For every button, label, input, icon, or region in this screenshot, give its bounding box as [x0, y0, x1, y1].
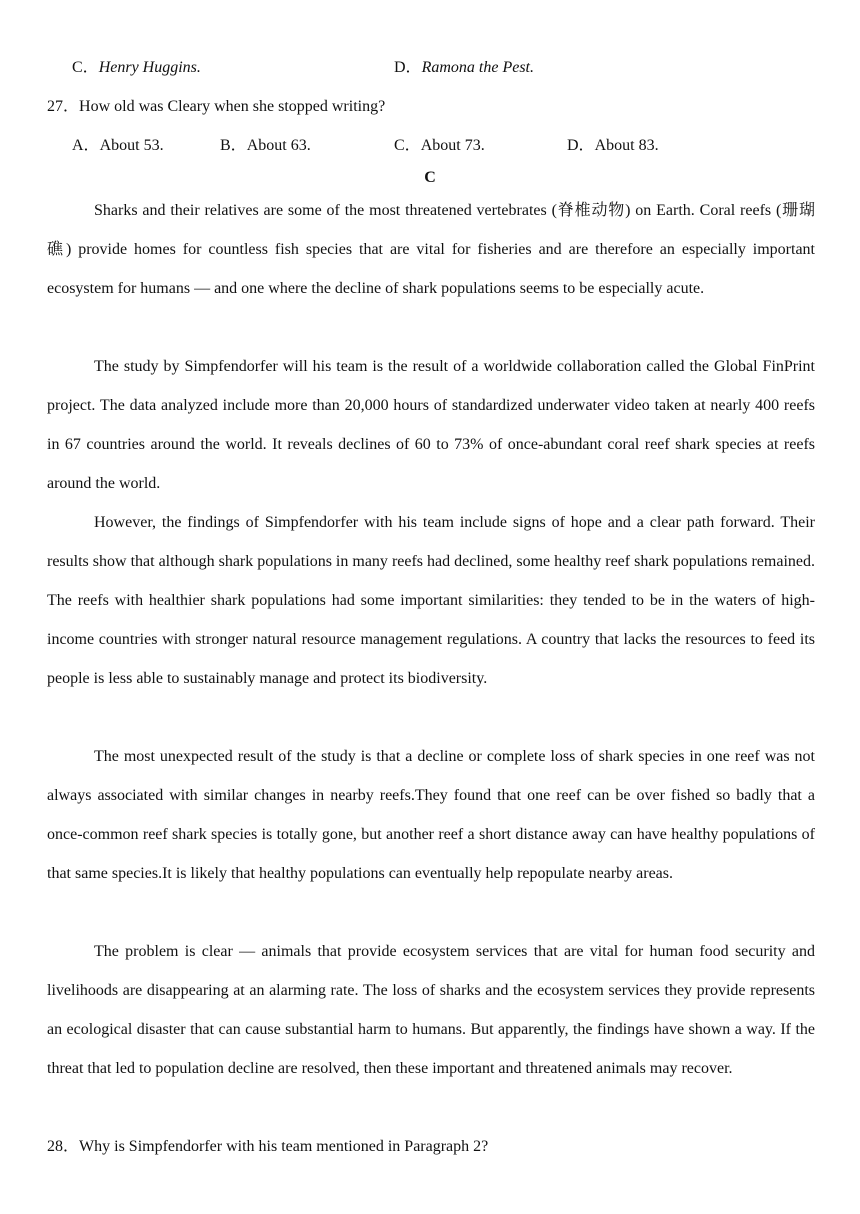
q27-option-a [72, 136, 164, 156]
option-letter: D． [567, 137, 595, 154]
question-28 [47, 1137, 488, 1157]
passage-paragraph-1: Sharks and their relatives are some of the most threatened vertebrates (脊椎动物) on Earth. Coral reefs (珊瑚礁) provide homes for countless fish species that are vital for fisheries and are therefore an especially important ecosystem for humans — and one where the decline of shark populations seems to be especially acute. [47, 202, 815, 297]
option-text: Henry Huggins. [98, 59, 201, 76]
option-letter: D． [394, 59, 422, 76]
q27-option-d [567, 136, 659, 156]
passage-paragraph-5: The problem is clear — animals that provide ecosystem services that are vital for human food security and livelihoods are disappearing at an alarming rate. The loss of sharks and the ecosystem services they provide represents an ecological disaster that can cause substantial harm to humans. But apparently, the findings have shown a way. If the threat that led to population decline are resolved, then these important and threatened animals may recover. [47, 943, 815, 1077]
passage-paragraph-3: However, the findings of Simpfendorfer with his team include signs of hope and a clear path forward. Their results show that although shark populations in many reefs had declined, some healthy reef shark populations remained. The reefs with healthier shark populations had some important similarities: they tended to be in the waters of high-income countries with stronger natural resource management regulations. A country that lacks the resources to feed its people is less able to sustainably manage and protect its biodiversity. [47, 514, 815, 687]
question-text: Why is Simpfendorfer with his team mentioned in Paragraph 2? [79, 1138, 489, 1155]
option-letter: B． [220, 137, 247, 154]
section-heading: C [424, 169, 436, 186]
option-text: About 63. [246, 137, 311, 154]
option-text: Ramona the Pest. [421, 59, 534, 76]
option-letter: A． [72, 137, 100, 154]
q27-option-c [394, 136, 485, 156]
q27-option-b [220, 136, 311, 156]
passage-paragraph-2: The study by Simpfendorfer will his team is the result of a worldwide collaboration called the Global FinPrint project. The data analyzed include more than 20,000 hours of standardized underwater video taken at nearly 400 reefs in 67 countries around the world. It reveals declines of 60 to 73% of once-abundant coral reef shark species at reefs around the world. [47, 358, 815, 492]
option-text: About 73. [420, 137, 485, 154]
q26-option-c [72, 58, 201, 78]
question-text: How old was Cleary when she stopped writing? [79, 98, 386, 115]
option-text: About 53. [99, 137, 164, 154]
question-number: 28． [47, 1138, 80, 1155]
passage-paragraph-4: The most unexpected result of the study is that a decline or complete loss of shark species in one reef was not always associated with similar changes in nearby reefs.They found that one reef can be over fished so badly that a once-common reef shark species is totally gone, but another reef a short distance away can have healthy populations of that same species.It is likely that healthy populations can eventually help repopulate nearby areas. [47, 748, 815, 882]
option-text: About 83. [594, 137, 659, 154]
option-letter: C． [394, 137, 421, 154]
question-number: 27． [47, 98, 80, 115]
q26-option-d [394, 58, 534, 78]
option-letter: C． [72, 59, 99, 76]
question-27 [47, 97, 385, 117]
